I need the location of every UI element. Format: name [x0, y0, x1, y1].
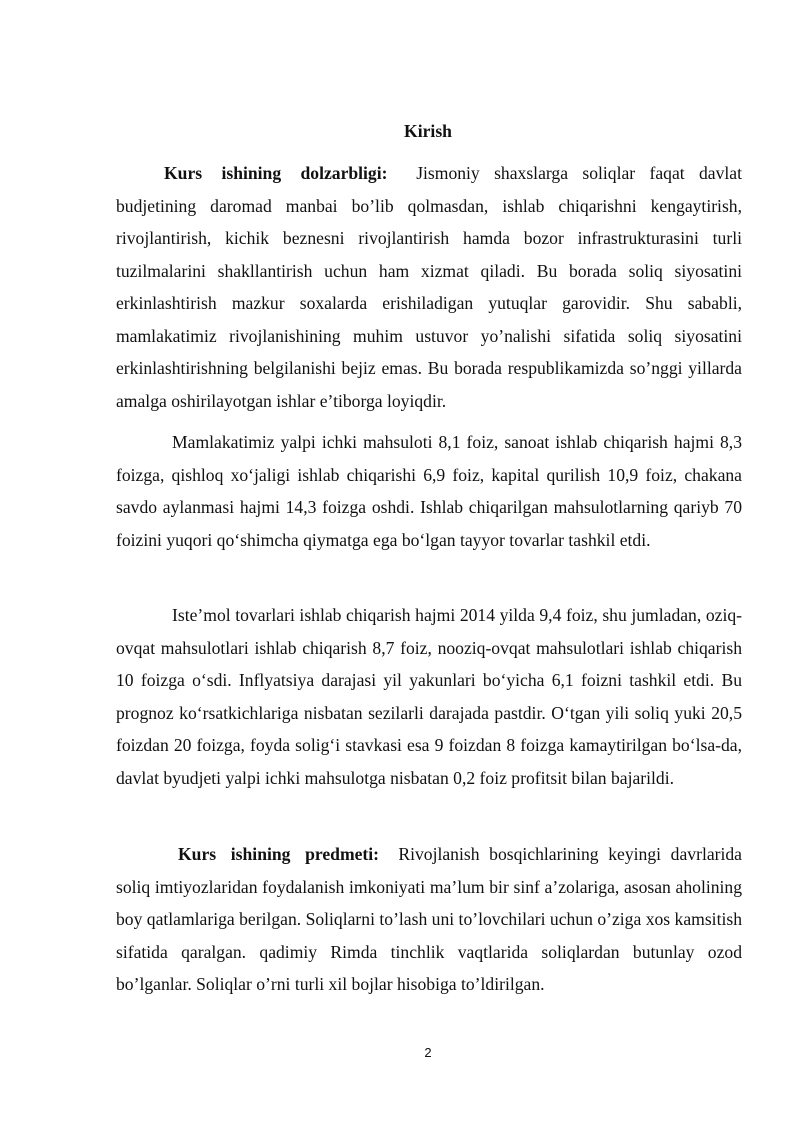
- paragraph-text: Iste’mol tovarlari ishlab chiqarish hajmi 2014 yilda 9,4 foiz, shu jumladan, oziq-ovqat mahsulotlari ishlab chiqarish 8,7 foiz, nooziq-ovqat mahsulotlari ishlab chiqarish 10 foizga o‘sdi. Inflyatsiya darajasi yil yakunlari bo‘yicha 6,1 foizni tashkil etdi. Bu prognoz ko‘rsatkichlariga nisbatan sezilarli darajada pastdir. O‘tgan yili soliq yuki 20,5 foizdan 20 foizga, foyda solig‘i stavkasi esa 9 foizdan 8 foizga kamaytirilgan bo‘lsa-da, davlat byudjeti yalpi ichki mahsulotga nisbatan 0,2 foiz profitsit bilan bajarildi.: [116, 605, 742, 788]
- paragraph-consumer-goods: [116, 599, 742, 794]
- paragraph-relevance: [116, 157, 742, 417]
- paragraph-subject: [116, 838, 742, 1000]
- paragraph-text: Mamlakatimiz yalpi ichki mahsuloti 8,1 foiz, sanoat ishlab chiqarish hajmi 8,3 foizga, qishloq xo‘jaligi ishlab chiqarishi 6,9 foiz, kapital qurilish 10,9 foiz, chakana savdo aylanmasi hajmi 14,3 foizga oshdi. Ishlab chiqarilgan mahsulotlarning qariyb 70 foizini yuqori qo‘shimcha qiymatga ega bo‘lgan tayyor tovarlar tashkil etdi.: [116, 432, 742, 550]
- page-number: 2: [424, 1045, 432, 1060]
- page-title: Kirish: [404, 121, 452, 141]
- paragraph-text: Rivojlanish bosqichlarining keyingi davrlarida soliq imtiyozlaridan foydalanish imkoniyati ma’lum bir sinf a’zolariga, asosan aholining boy qatlamlariga berilgan. Soliqlarni to’lash uni to’lovchilari uchun o’ziga xos kamsitish sifatida qaralgan. qadimiy Rimda tinchlik vaqtlarida soliqlardan butunlay ozod bo’lganlar. Soliqlar o’rni turli xil bojlar hisobiga to’ldirilgan.: [116, 844, 742, 994]
- paragraph-lead-relevance: Kurs ishining dolzarbligi:: [164, 163, 388, 183]
- paragraph-economy-growth: [116, 426, 742, 556]
- paragraph-lead-subject: Kurs ishining predmeti:: [178, 844, 380, 864]
- paragraph-text: Jismoniy shaxslarga soliqlar faqat davlat budjetining daromad manbai bo’lib qolmasdan, ishlab chiqarishni kengaytirish, rivojlantirish, kichik beznesni rivojlantirish hamda bozor infrastrukturasini turli tuzilmalarini shakllantirish uchun ham xizmat qiladi. Bu borada soliq siyosatini erkinlashtirish mazkur soxalarda erishiladigan yutuqlar garovidir. Shu sababli, mamlakatimiz rivojlanishining muhim ustuvor yo’nalishi sifatida soliq siyosatini erkinlashtirishning belgilanishi bejiz emas. Bu borada respublikamizda so’nggi yillarda amalga oshirilayotgan ishlar e’tiborga loyiqdir.: [116, 163, 742, 411]
